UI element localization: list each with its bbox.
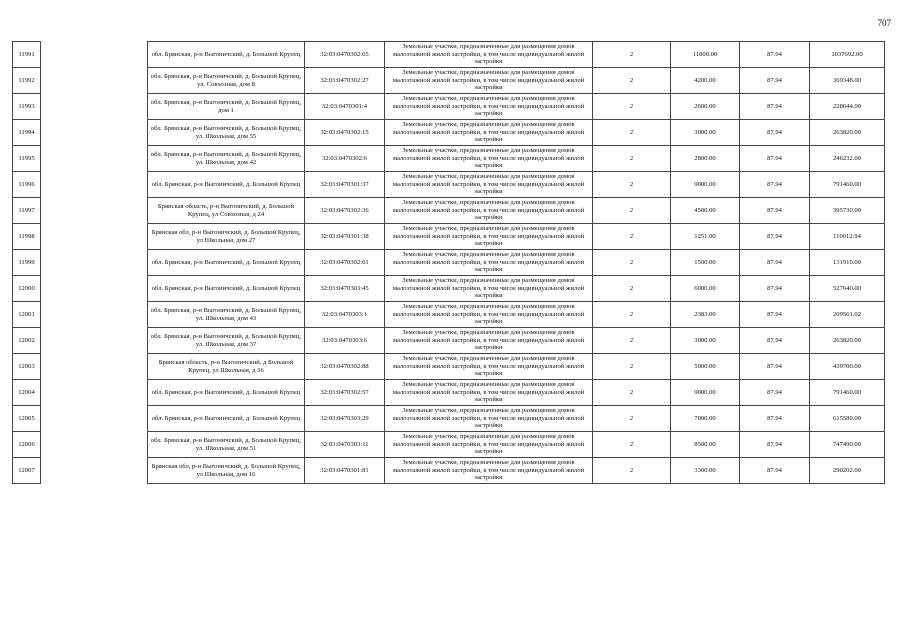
rate-cell: 87.94	[740, 68, 810, 94]
cadastral-number-cell: 32:03:0470301:37	[305, 172, 385, 198]
area-cell: 6000.00	[671, 276, 740, 302]
land-use-cell: Земельные участки, предназначенные для размещения домов малоэтажной жилой застройки, в том числе индивидуальной жилой застройки	[385, 458, 593, 484]
table-row	[13, 250, 41, 276]
row-number-column	[12, 41, 41, 484]
table-row	[148, 198, 885, 224]
cadastral-value-cell: 228644.00	[810, 94, 885, 120]
cadastral-number-cell: 32:03:0470302:57	[305, 380, 385, 406]
address-cell: обл. Брянская, р-н Выгоничский, д. Большой Крупец	[148, 250, 305, 276]
land-use-cell: Земельные участки, предназначенные для размещения домов малоэтажной жилой застройки, в том числе индивидуальной жилой застройки	[385, 224, 593, 250]
row-number-cell: 12000	[13, 276, 41, 302]
row-number-cell: 11994	[13, 120, 41, 146]
cadastral-number-cell: 32:03:0470303:11	[305, 432, 385, 458]
cadastral-value-cell: 1037692.00	[810, 42, 885, 68]
address-cell: обл. Брянская, р-н Выгоничский, д. Большой Крупец, ул. Совхозная, дом 8	[148, 68, 305, 94]
row-number-cell: 12005	[13, 406, 41, 432]
cadastral-value-cell: 791460.00	[810, 380, 885, 406]
cadastral-number-cell: 32:03:0470302:15	[305, 120, 385, 146]
rate-cell: 87.94	[740, 354, 810, 380]
row-number-cell: 12007	[13, 458, 41, 484]
cadastral-number-cell: 32:03:0470302:88	[305, 354, 385, 380]
address-cell: Брянская обл, р-н Выгоничский, д. Большой Крупец, ул Школьная, дом 16	[148, 458, 305, 484]
area-cell: 3000.00	[671, 120, 740, 146]
area-cell: 1251.00	[671, 224, 740, 250]
rate-cell: 87.94	[740, 432, 810, 458]
group-cell: 2	[593, 354, 671, 380]
cadastral-number-cell: 32:03:0470302:36	[305, 198, 385, 224]
address-cell: обл. Брянская, р-н Выгоничский, д. Большой Крупец, ул. Школьная, дом 51	[148, 432, 305, 458]
area-cell: 2600.00	[671, 94, 740, 120]
table-row	[148, 328, 885, 354]
land-use-cell: Земельные участки, предназначенные для размещения домов малоэтажной жилой застройки, в том числе индивидуальной жилой застройки	[385, 42, 593, 68]
row-number-cell: 11999	[13, 250, 41, 276]
area-cell: 2800.00	[671, 146, 740, 172]
table-row	[13, 94, 41, 120]
row-number-cell: 12003	[13, 354, 41, 380]
table-row	[13, 68, 41, 94]
row-number-cell: 11998	[13, 224, 41, 250]
group-cell: 2	[593, 406, 671, 432]
row-number-cell: 11997	[13, 198, 41, 224]
rate-cell: 87.94	[740, 146, 810, 172]
cadastral-number-cell: 32:03:0470303:29	[305, 406, 385, 432]
land-use-cell: Земельные участки, предназначенные для размещения домов малоэтажной жилой застройки, в том числе индивидуальной жилой застройки	[385, 328, 593, 354]
group-cell: 2	[593, 458, 671, 484]
cadastral-number-cell: 32:03:0470301:81	[305, 458, 385, 484]
rate-cell: 87.94	[740, 302, 810, 328]
area-cell: 3300.00	[671, 458, 740, 484]
table-row	[148, 354, 885, 380]
group-cell: 2	[593, 432, 671, 458]
address-cell: Брянская область, р-н Выгоничский, д. Большой Крупец, ул Совхозная, д 24	[148, 198, 305, 224]
table-row	[148, 172, 885, 198]
land-use-cell: Земельные участки, предназначенные для размещения домов малоэтажной жилой застройки, в том числе индивидуальной жилой застройки	[385, 250, 593, 276]
area-cell: 9000.00	[671, 172, 740, 198]
table-row	[148, 458, 885, 484]
rate-cell: 87.94	[740, 458, 810, 484]
group-cell: 2	[593, 146, 671, 172]
group-cell: 2	[593, 328, 671, 354]
rate-cell: 87.94	[740, 198, 810, 224]
address-cell: обл. Брянская, р-н Выгоничский, д. Большой Крупец, дом 1	[148, 94, 305, 120]
cadastral-number-cell: 32:03:0470302:61	[305, 250, 385, 276]
table-row	[13, 120, 41, 146]
rate-cell: 87.94	[740, 250, 810, 276]
row-number-cell: 11993	[13, 94, 41, 120]
cadastral-value-cell: 395730.00	[810, 198, 885, 224]
area-cell: 11800.00	[671, 42, 740, 68]
cadastral-number-cell: 32:03:0470301:4	[305, 94, 385, 120]
cadastral-number-cell: 32:03:0470303:1	[305, 302, 385, 328]
address-cell: обл. Брянская, р-н Выгоничский, д. Большой Крупец	[148, 406, 305, 432]
land-use-cell: Земельные участки, предназначенные для размещения домов малоэтажной жилой застройки, в том числе индивидуальной жилой застройки	[385, 406, 593, 432]
land-use-cell: Земельные участки, предназначенные для размещения домов малоэтажной жилой застройки, в том числе индивидуальной жилой застройки	[385, 302, 593, 328]
group-cell: 2	[593, 276, 671, 302]
land-use-cell: Земельные участки, предназначенные для размещения домов малоэтажной жилой застройки, в том числе индивидуальной жилой застройки	[385, 94, 593, 120]
group-cell: 2	[593, 250, 671, 276]
group-cell: 2	[593, 224, 671, 250]
table-row	[13, 276, 41, 302]
rate-cell: 87.94	[740, 380, 810, 406]
address-cell: обл. Брянская, р-н Выгоничский, д. Большой Крупец	[148, 380, 305, 406]
rate-cell: 87.94	[740, 224, 810, 250]
group-cell: 2	[593, 68, 671, 94]
land-use-cell: Земельные участки, предназначенные для размещения домов малоэтажной жилой застройки, в том числе индивидуальной жилой застройки	[385, 172, 593, 198]
group-cell: 2	[593, 198, 671, 224]
cadastral-value-cell: 110012.94	[810, 224, 885, 250]
land-plots-table	[147, 41, 885, 484]
row-number-cell: 11996	[13, 172, 41, 198]
cadastral-value-cell: 131910.00	[810, 250, 885, 276]
table-row	[148, 406, 885, 432]
cadastral-value-cell: 791460.00	[810, 172, 885, 198]
table-row	[148, 302, 885, 328]
table-row	[148, 250, 885, 276]
land-use-cell: Земельные участки, предназначенные для размещения домов малоэтажной жилой застройки, в том числе индивидуальной жилой застройки	[385, 198, 593, 224]
page-number: 707	[877, 18, 891, 28]
cadastral-value-cell: 747490.00	[810, 432, 885, 458]
row-number-cell: 12001	[13, 302, 41, 328]
cadastral-value-cell: 263820.00	[810, 328, 885, 354]
table-row	[13, 302, 41, 328]
table-row	[13, 146, 41, 172]
row-number-cell: 11995	[13, 146, 41, 172]
area-cell: 8500.00	[671, 432, 740, 458]
table-row	[13, 328, 41, 354]
table-row	[148, 68, 885, 94]
area-cell: 5000.00	[671, 354, 740, 380]
area-cell: 3000.00	[671, 328, 740, 354]
table-row	[148, 224, 885, 250]
address-cell: Брянская область, р-н Выгоничский, д Большой Крупец, ул Школьная, д 36	[148, 354, 305, 380]
table-row	[148, 42, 885, 68]
group-cell: 2	[593, 380, 671, 406]
table-row	[13, 432, 41, 458]
group-cell: 2	[593, 42, 671, 68]
land-use-cell: Земельные участки, предназначенные для размещения домов малоэтажной жилой застройки, в том числе индивидуальной жилой застройки	[385, 276, 593, 302]
table-row	[13, 198, 41, 224]
cadastral-number-cell: 32:03:0470301:38	[305, 224, 385, 250]
table-row	[13, 458, 41, 484]
cadastral-number-cell: 32:03:0470302:27	[305, 68, 385, 94]
address-cell: обл. Брянская, р-н Выгоничский, д. Большой Крупец	[148, 42, 305, 68]
land-use-cell: Земельные участки, предназначенные для размещения домов малоэтажной жилой застройки, в том числе индивидуальной жилой застройки	[385, 120, 593, 146]
cadastral-value-cell: 290202.00	[810, 458, 885, 484]
address-cell: обл. Брянская, р-н Выгоничский, д. Большой Крупец, ул. Школьная, дом 42	[148, 146, 305, 172]
land-use-cell: Земельные участки, предназначенные для размещения домов малоэтажной жилой застройки, в том числе индивидуальной жилой застройки	[385, 354, 593, 380]
cadastral-number-cell: 32:03:0470302:6	[305, 146, 385, 172]
row-number-cell: 11992	[13, 68, 41, 94]
table-row	[148, 146, 885, 172]
cadastral-value-cell: 439700.00	[810, 354, 885, 380]
address-cell: обл. Брянская, р-н Выгоничский, д. Большой Крупец, ул. Школьная, дом 43	[148, 302, 305, 328]
table-row	[13, 42, 41, 68]
address-cell: обл. Брянская, р-н Выгоничский, д. Большой Крупец, ул. Школьная, дом 37	[148, 328, 305, 354]
group-cell: 2	[593, 94, 671, 120]
address-cell: Брянская обл, р-н Выгоничский, д. Большой Крупец, ул Школьная, дом 27	[148, 224, 305, 250]
area-cell: 4500.00	[671, 198, 740, 224]
table-row	[148, 276, 885, 302]
rate-cell: 87.94	[740, 94, 810, 120]
cadastral-value-cell: 527640.00	[810, 276, 885, 302]
cadastral-number-cell: 32:03:0470303:6	[305, 328, 385, 354]
cadastral-value-cell: 263820.00	[810, 120, 885, 146]
address-cell: обл. Брянская, р-н Выгоничский, д. Большой Крупец, ул. Школьная, дом 55	[148, 120, 305, 146]
land-use-cell: Земельные участки, предназначенные для размещения домов малоэтажной жилой застройки, в том числе индивидуальной жилой застройки	[385, 380, 593, 406]
area-cell: 9000.00	[671, 380, 740, 406]
rate-cell: 87.94	[740, 276, 810, 302]
row-number-cell: 12002	[13, 328, 41, 354]
group-cell: 2	[593, 302, 671, 328]
table-row	[13, 224, 41, 250]
cadastral-value-cell: 246232.00	[810, 146, 885, 172]
cadastral-number-cell: 32:03:0470302:65	[305, 42, 385, 68]
cadastral-number-cell: 32:03:0470303:45	[305, 276, 385, 302]
area-cell: 2383.00	[671, 302, 740, 328]
land-use-cell: Земельные участки, предназначенные для размещения домов малоэтажной жилой застройки, в том числе индивидуальной жилой застройки	[385, 432, 593, 458]
land-use-cell: Земельные участки, предназначенные для размещения домов малоэтажной жилой застройки, в том числе индивидуальной жилой застройки	[385, 146, 593, 172]
rate-cell: 87.94	[740, 172, 810, 198]
rate-cell: 87.94	[740, 120, 810, 146]
cadastral-value-cell: 369348.00	[810, 68, 885, 94]
address-cell: обл. Брянская, р-н Выгоничский, д. Большой Крупец	[148, 172, 305, 198]
table-row	[148, 120, 885, 146]
rate-cell: 87.94	[740, 42, 810, 68]
area-cell: 4200.00	[671, 68, 740, 94]
table-row	[148, 432, 885, 458]
table-row	[148, 94, 885, 120]
address-cell: обл. Брянская, р-н Выгоничский, д. Большой Крупец	[148, 276, 305, 302]
row-number-cell: 11991	[13, 42, 41, 68]
table-row	[13, 406, 41, 432]
rate-cell: 87.94	[740, 406, 810, 432]
row-number-cell: 12004	[13, 380, 41, 406]
table-row	[13, 172, 41, 198]
group-cell: 2	[593, 120, 671, 146]
row-number-cell: 12006	[13, 432, 41, 458]
cadastral-value-cell: 615580.00	[810, 406, 885, 432]
cadastral-value-cell: 209561.02	[810, 302, 885, 328]
area-cell: 1500.00	[671, 250, 740, 276]
rate-cell: 87.94	[740, 328, 810, 354]
group-cell: 2	[593, 172, 671, 198]
table-row	[13, 354, 41, 380]
table-row	[148, 380, 885, 406]
table-row	[13, 380, 41, 406]
land-use-cell: Земельные участки, предназначенные для размещения домов малоэтажной жилой застройки, в том числе индивидуальной жилой застройки	[385, 68, 593, 94]
area-cell: 7000.00	[671, 406, 740, 432]
